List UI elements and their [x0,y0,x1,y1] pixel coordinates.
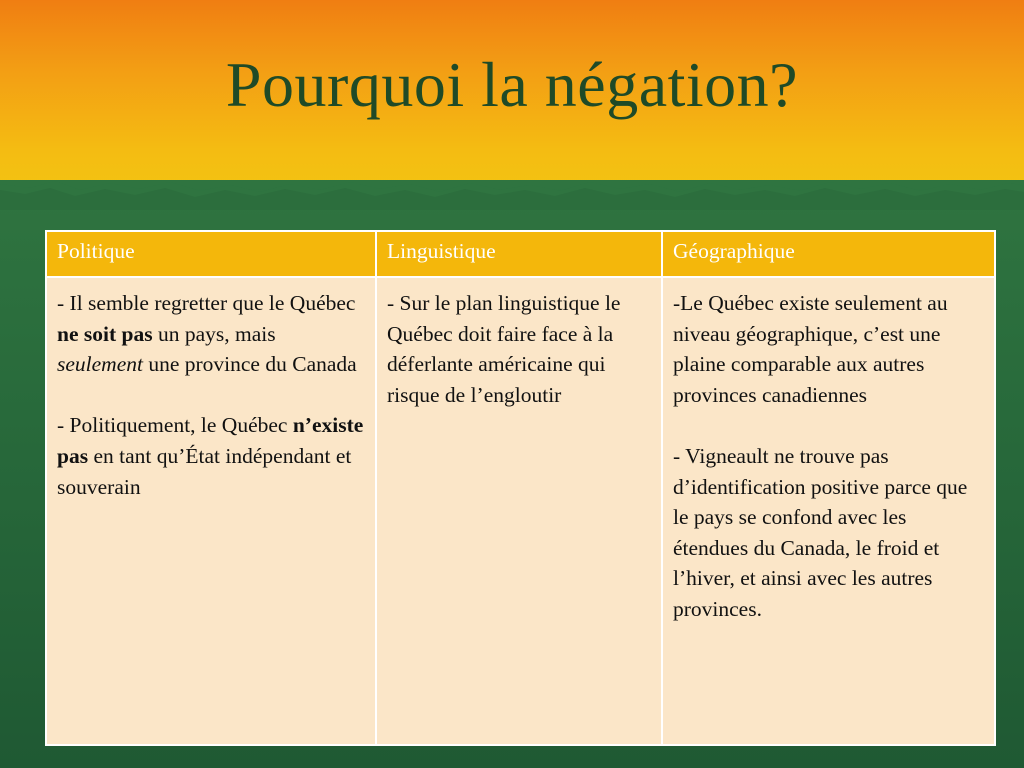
geographique-paragraph-2: - Vigneault ne trouve pas d’identification positive parce que le pays se confond avec les étendues du Canada, le froid et l’hiver, et ainsi avec les autres provinces. [673,443,968,621]
slide-title: Pourquoi la négation? [225,49,799,120]
geographique-paragraph-1: -Le Québec existe seulement au niveau géographique, c’est une plaine comparable aux autres provinces canadiennes [673,291,948,407]
politique-paragraph-2 [57,410,365,502]
torn-edge-decoration [0,170,1024,210]
politique-paragraph-1 [57,288,365,380]
header-politique: Politique [46,231,376,277]
text-run: - Il semble regretter que le Québec [57,291,356,315]
text-run: - Politiquement, le Québec [57,413,293,438]
header-linguistique: Linguistique [376,231,662,277]
italic-text: seulement [57,352,143,377]
bold-text: ne soit pas [57,321,153,346]
table-row [46,277,995,745]
table-header-row [46,231,995,277]
header-geographique: Géographique [662,231,995,277]
bold-text: n’existe pas [57,413,364,468]
cell-politique [46,277,376,745]
text-run: en tant qu’État indépendant et souverain [57,443,352,499]
cell-geographique [662,277,995,745]
text-run: un pays, mais [152,321,276,346]
cell-linguistique [376,277,662,745]
text-run: une province du Canada [142,352,357,377]
comparison-table [45,230,996,746]
linguistique-paragraph-1: - Sur le plan linguistique le Québec doit faire face à la déferlante américaine qui risque de l’engloutir [387,291,621,407]
